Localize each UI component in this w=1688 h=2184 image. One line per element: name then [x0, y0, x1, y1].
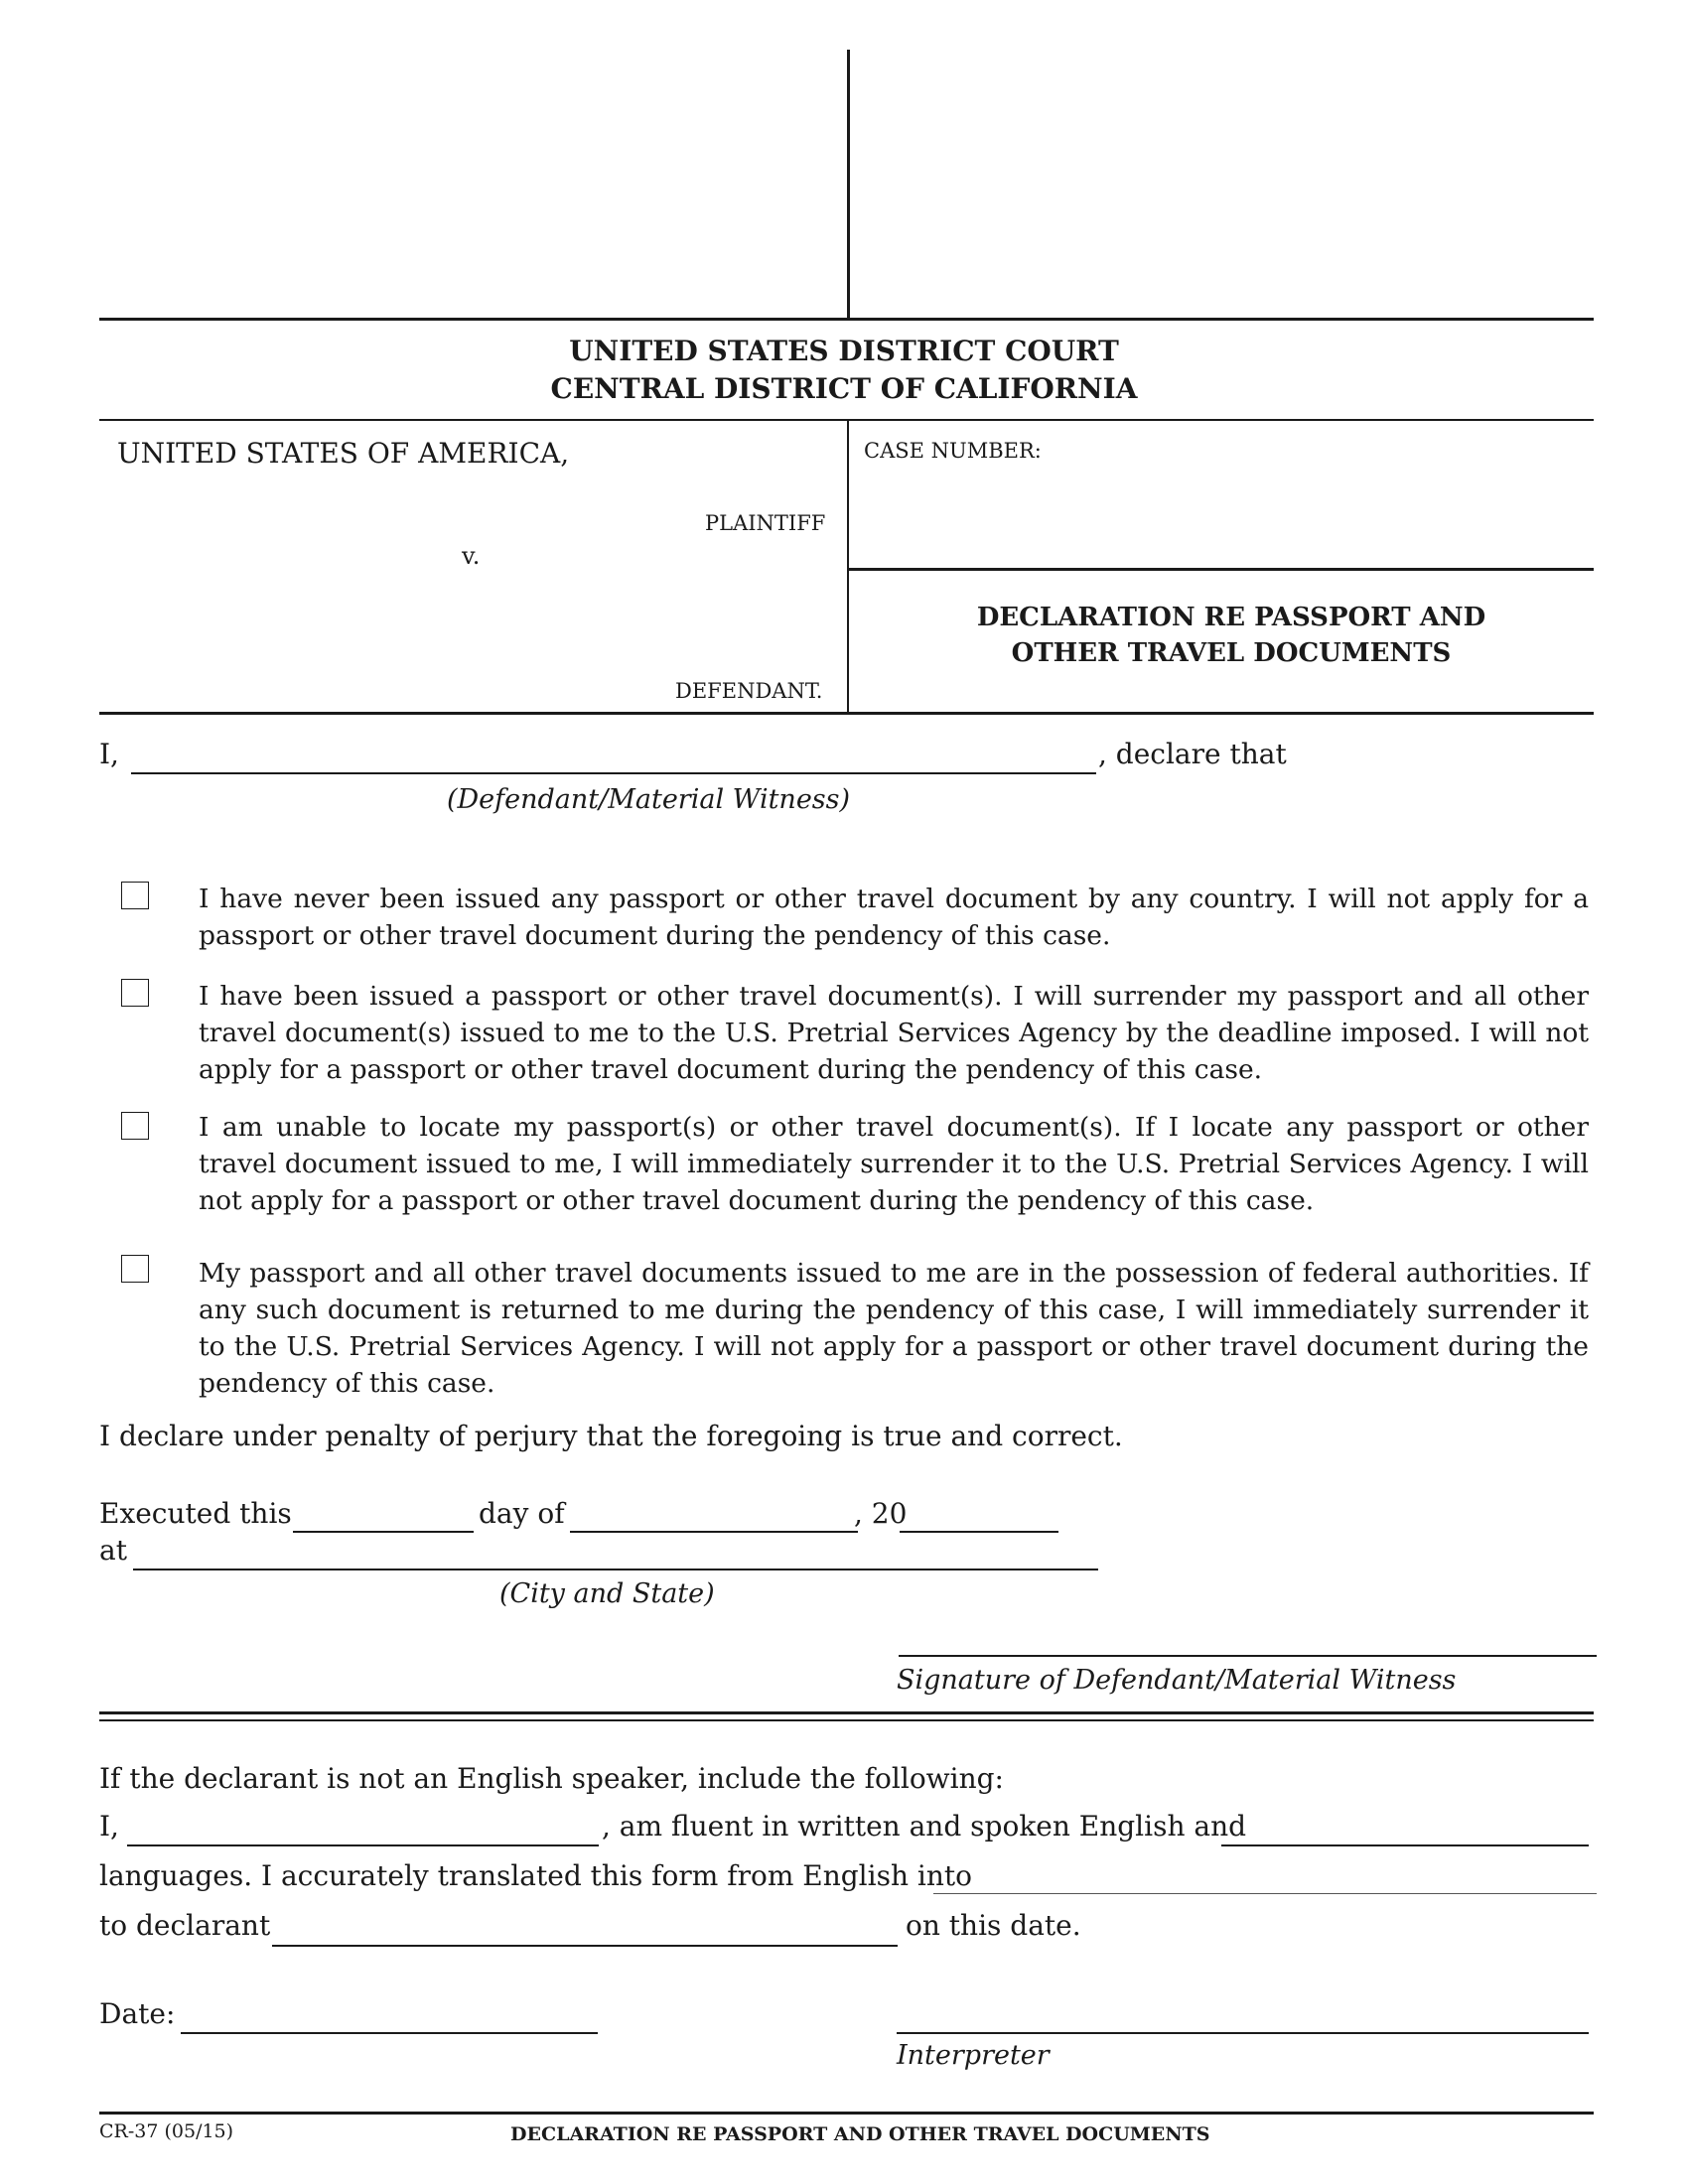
court-header-top-rule — [99, 318, 1594, 321]
year-prefix: , 20 — [854, 1497, 908, 1530]
signature-caption: Signature of Defendant/Material Witness — [897, 1665, 1457, 1696]
court-name: UNITED STATES DISTRICT COURT — [569, 335, 1119, 367]
section-double-rule-bottom — [99, 1719, 1594, 1721]
interpreter-date-field[interactable] — [181, 2032, 598, 2034]
interpreter-caption: Interpreter — [897, 2040, 1050, 2071]
case-number-field[interactable] — [864, 467, 1579, 566]
on-this-date-label: on this date. — [906, 1909, 1081, 1942]
declarant-name-field[interactable] — [131, 772, 1096, 774]
executed-day-field[interactable] — [293, 1531, 474, 1533]
footer-rule — [99, 2112, 1594, 2115]
languages-text: languages. I accurately translated this form from English into — [99, 1859, 972, 1892]
option-checkbox-2[interactable] — [121, 979, 149, 1007]
option-checkbox-3[interactable] — [121, 1112, 149, 1140]
signature-field[interactable] — [899, 1655, 1597, 1657]
court-district: CENTRAL DISTRICT OF CALIFORNIA — [550, 372, 1138, 405]
caption-divider — [847, 419, 849, 713]
declarant-caption: (Defendant/Material Witness) — [447, 784, 851, 815]
city-state-caption: (City and State) — [499, 1578, 715, 1609]
declarant-prefix: I, — [99, 738, 119, 770]
caption-bottom-rule — [99, 712, 1594, 715]
interpreter-i-prefix: I, — [99, 1810, 119, 1843]
declarant-suffix: , declare that — [1098, 738, 1287, 770]
defendant-label: DEFENDANT. — [675, 679, 823, 703]
form-id: CR-37 (05/15) — [99, 2120, 234, 2142]
option-text-2: I have been issued a passport or other travel document(s). I will surrender my passport and all other travel document(s) issued to me to the U.S. Pretrial Services Agency by the deadline imposed. I will not apply for a passport or other travel document during the pendency of this case. — [199, 981, 1589, 1085]
executed-label: Executed this — [99, 1497, 292, 1530]
option-text-4: My passport and all other travel documents issued to me are in the possession of federal authorities. If any such document is returned to me during the pendency of this case, I will immediately surrender it to the U.S. Pretrial Services Agency. I will not apply for a passport or other travel document during the pendency of this case. — [199, 1258, 1589, 1399]
declarant-name-field-2[interactable] — [272, 1945, 898, 1947]
case-number-label: CASE NUMBER: — [864, 439, 1042, 463]
plaintiff-name: UNITED STATES OF AMERICA, — [117, 437, 570, 470]
option-checkbox-1[interactable] — [121, 882, 149, 909]
to-declarant-label: to declarant — [99, 1909, 271, 1942]
caption-top-divider — [847, 50, 850, 318]
versus: v. — [462, 542, 481, 570]
form-title-line1: DECLARATION RE PASSPORT AND — [976, 603, 1486, 632]
section-double-rule-top — [99, 1711, 1594, 1714]
translated-language-field[interactable] — [933, 1893, 1597, 1894]
footer-title: DECLARATION RE PASSPORT AND OTHER TRAVEL DOCUMENTS — [510, 2123, 1210, 2145]
interpreter-name-field[interactable] — [127, 1844, 599, 1846]
interpreter-intro: If the declarant is not an English speaker, include the following: — [99, 1762, 1004, 1795]
at-label: at — [99, 1534, 127, 1567]
executed-month-field[interactable] — [570, 1531, 858, 1533]
form-title-line2: OTHER TRAVEL DOCUMENTS — [1011, 638, 1452, 668]
option-text-1: I have never been issued any passport or other travel document by any country. I will not apply for a passport or other travel document during the pendency of this case. — [199, 884, 1589, 951]
option-text-3: I am unable to locate my passport(s) or other travel document(s). If I locate any passport or other travel document issued to me, I will immediately surrender it to the U.S. Pretrial Services Agency. I will not apply for a passport or other travel document during the pendency of this case. — [199, 1112, 1589, 1216]
perjury-statement: I declare under penalty of perjury that the foregoing is true and correct. — [99, 1420, 1123, 1452]
option-checkbox-4[interactable] — [121, 1255, 149, 1283]
day-of-label: day of — [479, 1497, 565, 1530]
interpreter-signature-field[interactable] — [897, 2032, 1589, 2034]
city-state-field[interactable] — [133, 1569, 1098, 1570]
fluent-text: , am fluent in written and spoken English and — [602, 1810, 1247, 1843]
executed-year-field[interactable] — [900, 1531, 1058, 1533]
case-number-rule — [847, 568, 1594, 571]
plaintiff-label: PLAINTIFF — [705, 511, 826, 535]
date-label: Date: — [99, 1997, 176, 2030]
languages-field[interactable] — [1221, 1844, 1589, 1846]
